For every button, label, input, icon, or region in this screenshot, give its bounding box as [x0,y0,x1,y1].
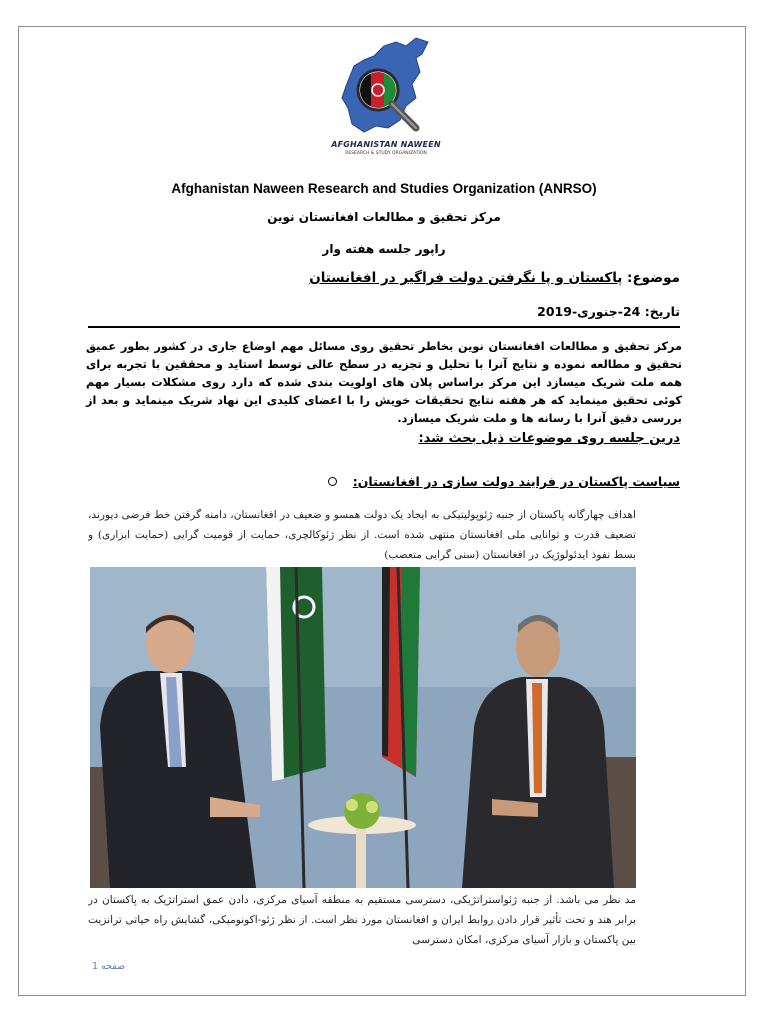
topic-line [309,270,680,286]
body-paragraph-2: مد نظر می باشد. از جنبه ژئواستراتژیکی، دسترسی مستقیم به منطقه آسیای مرکزی، دادن عمق استراتژیک به پاکستان در برابر هند و تحت تأثیر قرار دادن روابط ایران و افغانستان مورد نظر است. از نظر ژئو-اکونومیکی، گشایش راه حیاتی ترانزیت بین پاکستان و بازار آسیای مرکزی، امکان دسترسی [88,894,636,946]
leaders-meeting-photo [90,567,636,888]
bullet-item [328,474,680,489]
topic-value: پاکستان و پا نگرفتن دولت فراگیر در افغانستان [309,270,623,286]
organization-name-dari: مرکز تحقیق و مطالعات افغانستان نوین [267,210,501,224]
logo-caption: AFGHANISTAN NAWEEN [331,140,441,149]
discussion-heading: درین جلسه روی موضوعات ذیل بحث شد: [418,431,680,446]
intro-paragraph: مرکز تحقیق و مطالعات افغانستان نوین بخاطر تحقیق روی مسائل مهم اوضاع جاری در کشور بطور عمیق تحقیق و مطالعه نموده و نتایج آنرا با تحلیل و تجزیه در سطح عالی توسط استاید و محققین با تجربه برای همه ملت شریک میسازد این مرکز براساس پلان های اولویت بندی شده که دارد روی مشکلات بسیار مهم کوئی تحقیق مینماید که هر هفته نتایج تحقیقات خویش را با اعضای کلیدی این نهاد شریک مینماید و بعد از بررسی دقیق آنرا با رسانه ها و ملت شریک میسازد. [86,340,682,425]
body-paragraph-1: اهداف چهارگانه پاکستان از جنبه ژئوپولیتیکی به ایجاد یک دولت همسو و ضعیف در افغانستان، دامنه گرفتن خط فرضی دیورند، تضعیف قدرت و توانایی ملی افغانستان منتهی شده است. از نظر ژئوکالچری، حمایت از قومیت گرایی (حمایت ابزاری) و بسط نفوذ ایدئولوژیک در افغانستان (سنی گرایی متعصب) [88,509,636,561]
organization-name-english: Afghanistan Naween Research and Studies Organization (ANRSO) [171,181,597,196]
bullet-circle-icon [328,477,337,486]
date-label: تاریخ: [644,304,680,319]
page-number: صفحه 1 [92,961,126,972]
date-line [537,304,680,319]
date-value: 24-جنوری-2019 [537,304,641,319]
logo-subcaption: RESEARCH & STUDY ORGANIZATION [345,151,427,156]
section-divider [88,326,680,328]
report-title: راپور جلسه هفته وار [322,242,446,256]
bullet-heading: سیاست پاکستان در فرایند دولت سازی در افغانستان: [352,474,680,489]
topic-label: موضوع: [627,270,680,286]
